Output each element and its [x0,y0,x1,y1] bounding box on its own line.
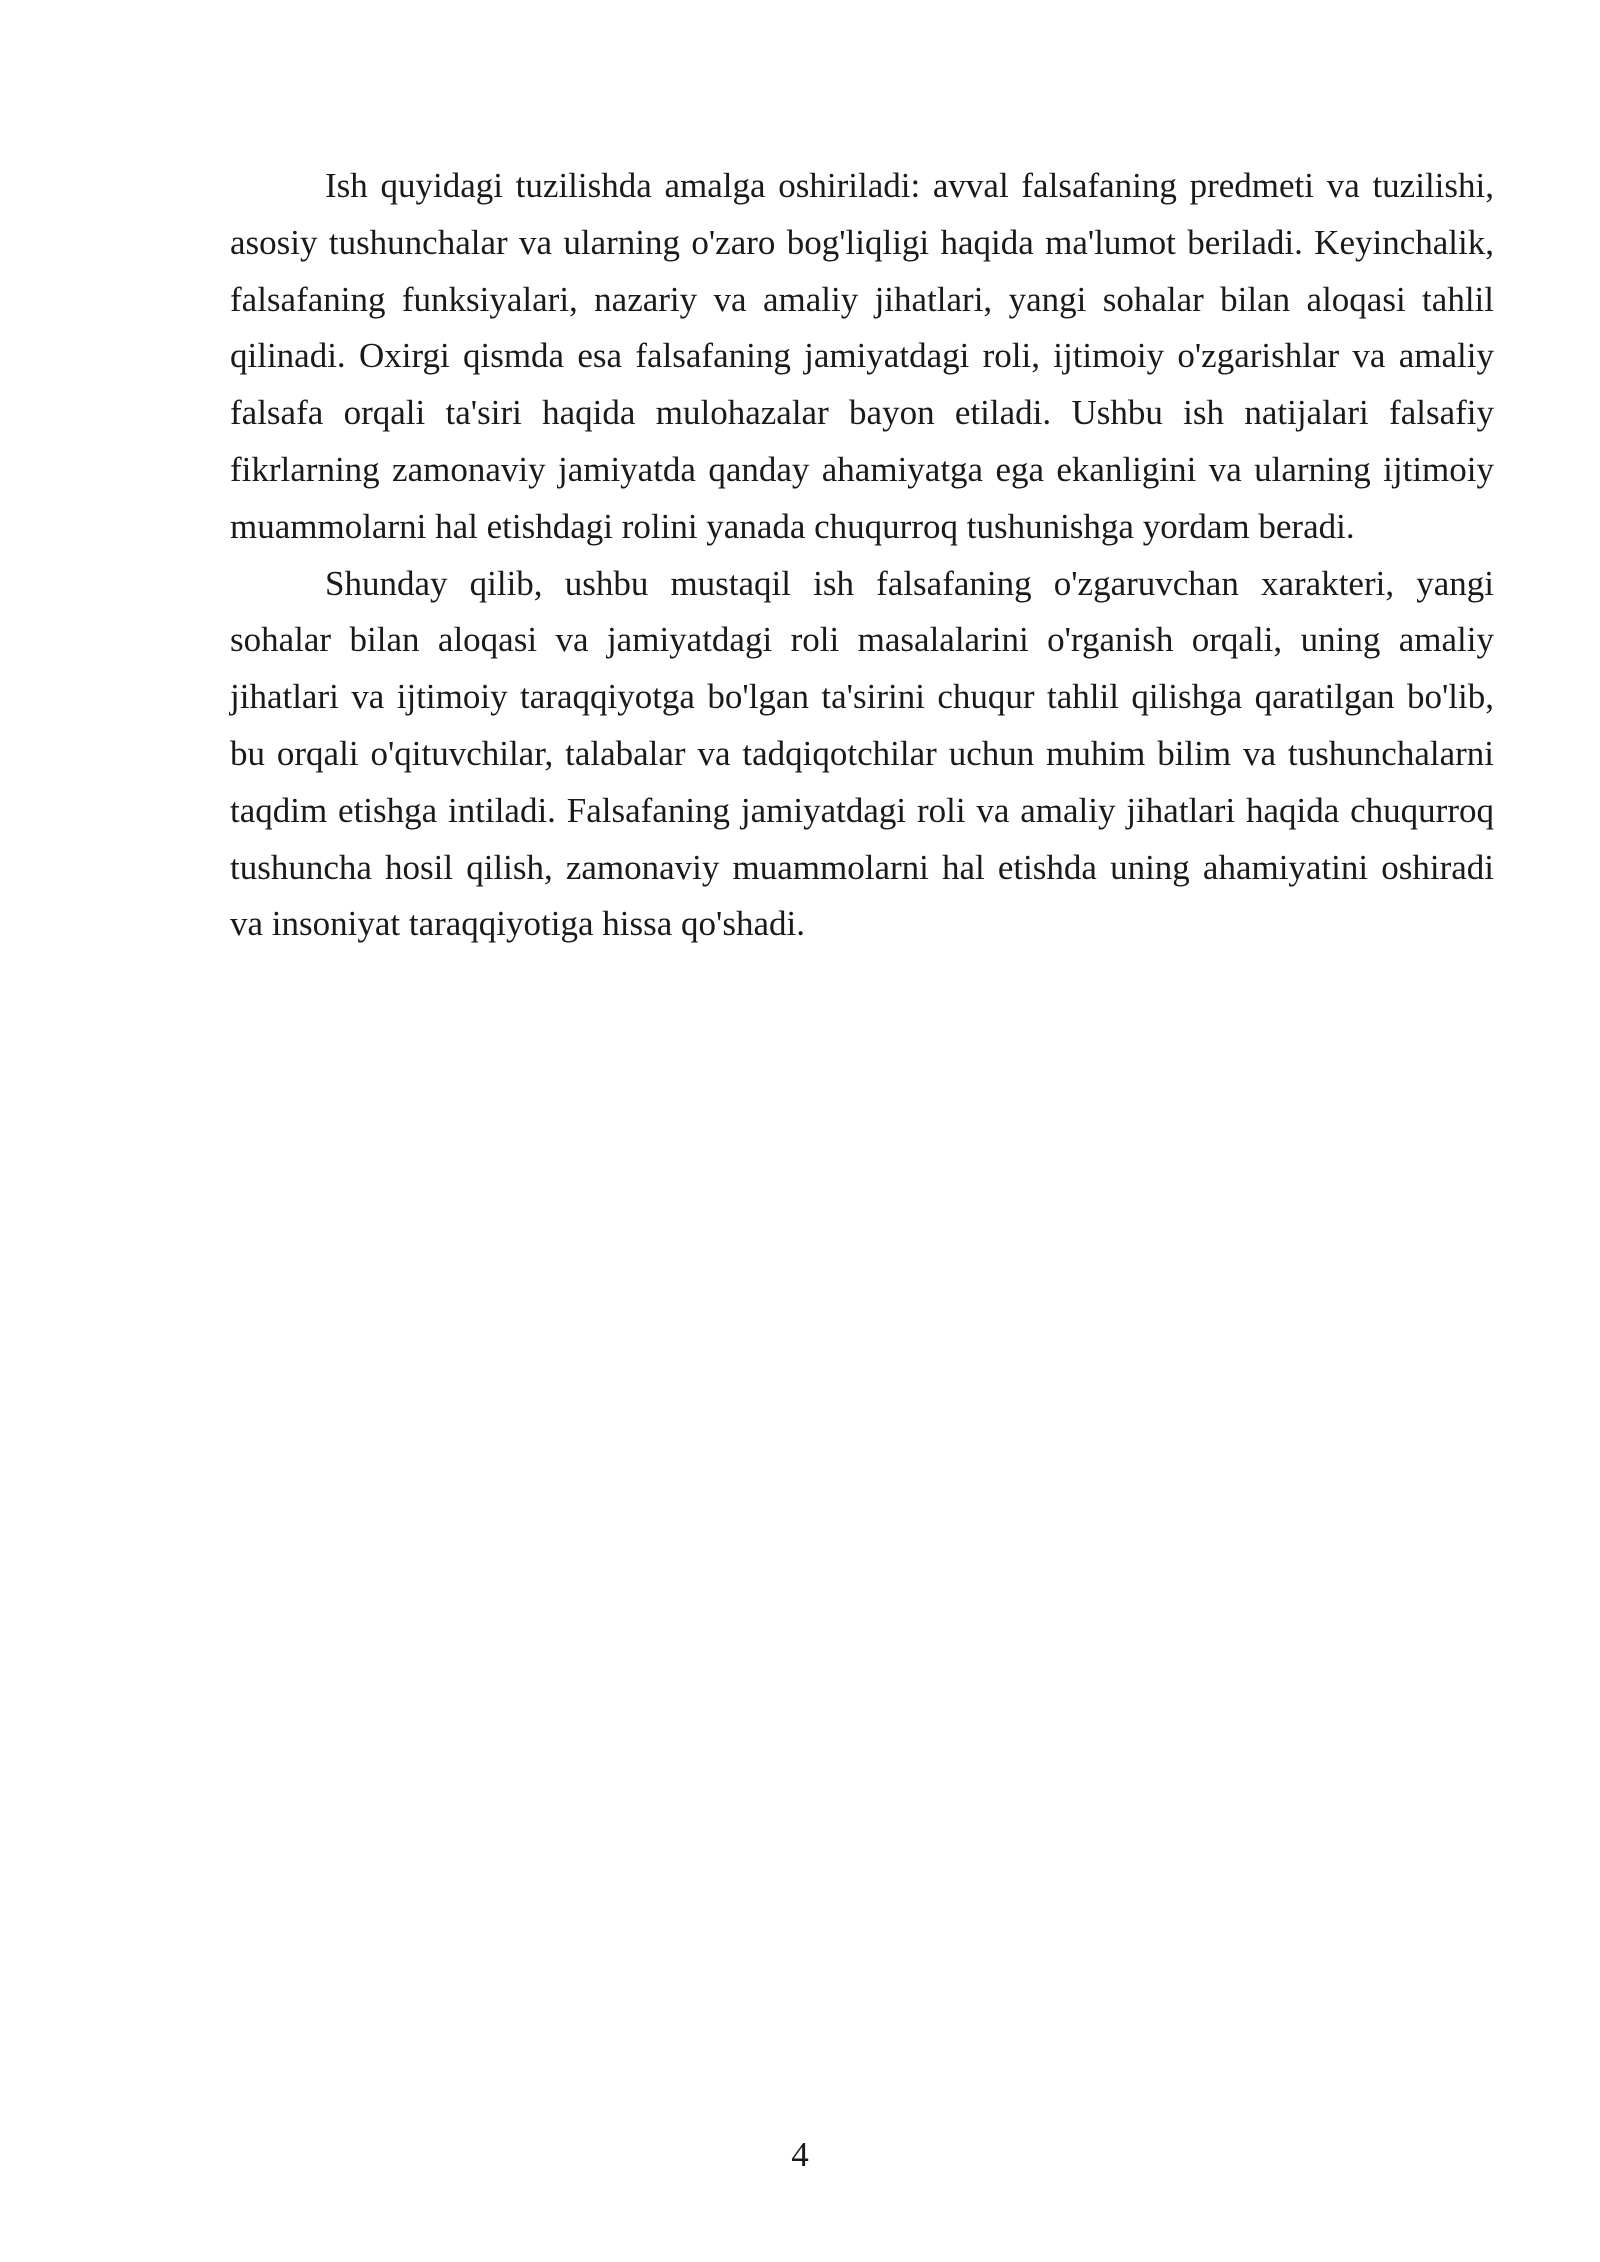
page-number: 4 [791,2135,809,2174]
paragraph-conclusion: Shunday qilib, ushbu mustaqil ish falsafaning o'zgaruvchan xarakteri, yangi sohalar bilan aloqasi va jamiyatdagi roli masalalarini o'rganish orqali, uning amaliy jihatlari va ijtimoiy taraqqiyotga bo'lgan ta'sirini chuqur tahlil qilishga qaratilgan bo'lib, bu orqali o'qituvchilar, talabalar va tadqiqotchilar uchun muhim bilim va tushunchalarni taqdim etishga intiladi. Falsafaning jamiyatdagi roli va amaliy jihatlari haqida chuqurroq tushuncha hosil qilish, zamonaviy muammolarni hal etishda uning ahamiyatini oshiradi va insoniyat taraqqiyotiga hissa qo'shadi. [230,563,1494,944]
paragraph-structure: Ish quyidagi tuzilishda amalga oshiriladi: avval falsafaning predmeti va tuzilishi, asosiy tushunchalar va ularning o'zaro bog'liqligi haqida ma'lumot beriladi. Keyinchalik, falsafaning funksiyalari, nazariy va amaliy jihatlari, yangi sohalar bilan aloqasi tahlil qilinadi. Oxirgi qismda esa falsafaning jamiyatdagi roli, ijtimoiy o'zgarishlar va amaliy falsafa orqali ta'siri haqida mulohazalar bayon etiladi. Ushbu ish natijalari falsafiy fikrlarning zamonaviy jamiyatda qanday ahamiyatga ega ekanligini va ularning ijtimoiy muammolarni hal etishdagi rolini yanada chuqurroq tushunishga yordam beradi. [230,166,1494,546]
page-body [230,158,1494,953]
